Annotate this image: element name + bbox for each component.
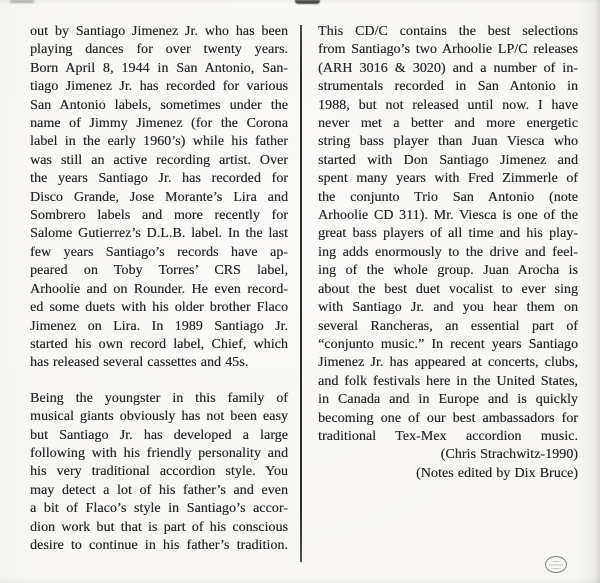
text-line: Jimenez Jr. has appeared at concerts, clubs,	[318, 355, 578, 371]
text-line: San Antonio labels, sometimes under the	[30, 97, 288, 113]
text-line: name of Jimmy Jimenez (for the Corona	[30, 116, 288, 132]
text-line: from Santiago’s two Arhoolie LP/C releases	[318, 42, 578, 58]
text-line: the conjunto Trio San Antonio (note	[318, 189, 578, 205]
top-registration-mark	[295, 0, 320, 4]
text-line: may detect a lot of his father’s and even	[30, 482, 288, 498]
text-line: ing of the whole group. Juan Arocha is	[318, 263, 578, 279]
text-line: peared on Toby Torres’ CRS label,	[30, 263, 288, 279]
paragraph	[318, 446, 578, 483]
text-line: (ARH 3016 & 3020) and a number of in-	[318, 60, 578, 76]
text-line: traditional Tex-Mex accordion music.	[318, 428, 578, 444]
text-line: in Canada and in Europe and is quickly	[318, 392, 578, 408]
text-line: Being the youngster in this family of	[30, 390, 288, 406]
column-divider-rule	[300, 25, 302, 562]
paragraph	[318, 23, 578, 446]
text-line: strumentals recorded in San Antonio in	[318, 79, 578, 95]
paragraph	[30, 23, 288, 373]
text-line: Jimenez on Lira. In 1989 Santiago Jr.	[30, 318, 288, 334]
text-line: Arhoolie CD 311). Mr. Viesca is one of the	[318, 208, 578, 224]
text-line: his very traditional accordion style. You	[30, 464, 288, 480]
text-line: desire to continue in his father’s tradition.	[30, 537, 288, 553]
text-line: Disco Grande, Jose Morante’s Lira and	[30, 189, 288, 205]
text-line: Arhoolie and on Rounder. He even record-	[30, 281, 288, 297]
oval-stamp-icon	[545, 556, 567, 573]
text-line: about the best duet vocalist to ever sing	[318, 281, 578, 297]
text-line: ed some duets with his older brother Flaco	[30, 300, 288, 316]
text-line: few years Santiago’s records have ap-	[30, 244, 288, 260]
text-line: dion work but that is part of his conscious	[30, 519, 288, 535]
text-line: Sombrero labels and more recently for	[30, 208, 288, 224]
text-line: playing dances for over twenty years.	[30, 42, 288, 58]
text-line: was still an active recording artist. Over	[30, 152, 288, 168]
text-line: with Santiago Jr. and you hear them on	[318, 300, 578, 316]
text-line: following with his friendly personality and	[30, 445, 288, 461]
text-line: several Rancheras, an essential part of	[318, 318, 578, 334]
stamp-illegible-text	[549, 561, 563, 569]
text-line: has released several cassettes and 45s.	[30, 355, 249, 371]
text-column-right	[318, 23, 578, 483]
text-line: musical giants obviously has not been easy	[30, 409, 288, 425]
text-line: Born April 8, 1944 in San Antonio, San-	[30, 60, 288, 76]
text-line: Salome Gutierrez’s D.L.B. label. In the last	[30, 226, 288, 242]
text-line: This CD/C contains the best selections	[318, 24, 578, 39]
text-line: (Notes edited by Dix Bruce)	[416, 465, 578, 481]
text-line: a bit of Flaco’s style in Santiago’s accor-	[30, 501, 288, 517]
text-column-left	[30, 23, 288, 555]
text-line: string bass player than Juan Viesca who	[318, 134, 578, 150]
text-line: started with Don Santiago Jimenez and	[318, 152, 578, 168]
text-line: label in the early 1960’s) while his father	[30, 134, 288, 150]
text-line: started his own record label, Chief, which	[30, 336, 288, 352]
text-line: out by Santiago Jimenez Jr. who has been	[30, 24, 288, 39]
text-line: spent many years with Fred Zimmerle of	[318, 171, 578, 187]
text-line: ing adds enormously to the drive and feel-	[318, 244, 578, 260]
text-line: tiago Jimenez Jr. has recorded for various	[30, 79, 288, 95]
text-line: “conjunto music.” In recent years Santiago	[318, 336, 578, 352]
text-line: becoming one of our best ambassadors for	[318, 410, 578, 426]
text-line: (Chris Strachwitz-1990)	[440, 447, 578, 463]
scan-smudge	[10, 0, 34, 3]
text-line: great bass players of all time and his play-	[318, 226, 578, 242]
text-line: the years Santiago Jr. has recorded for	[30, 171, 288, 187]
paragraph	[30, 390, 288, 556]
text-line: 1988, but not released until now. I have	[318, 97, 578, 113]
text-line: never met a better and more energetic	[318, 116, 578, 132]
text-line: but Santiago Jr. has developed a large	[30, 427, 288, 443]
text-line: and folk festivals here in the United States,	[318, 373, 578, 389]
